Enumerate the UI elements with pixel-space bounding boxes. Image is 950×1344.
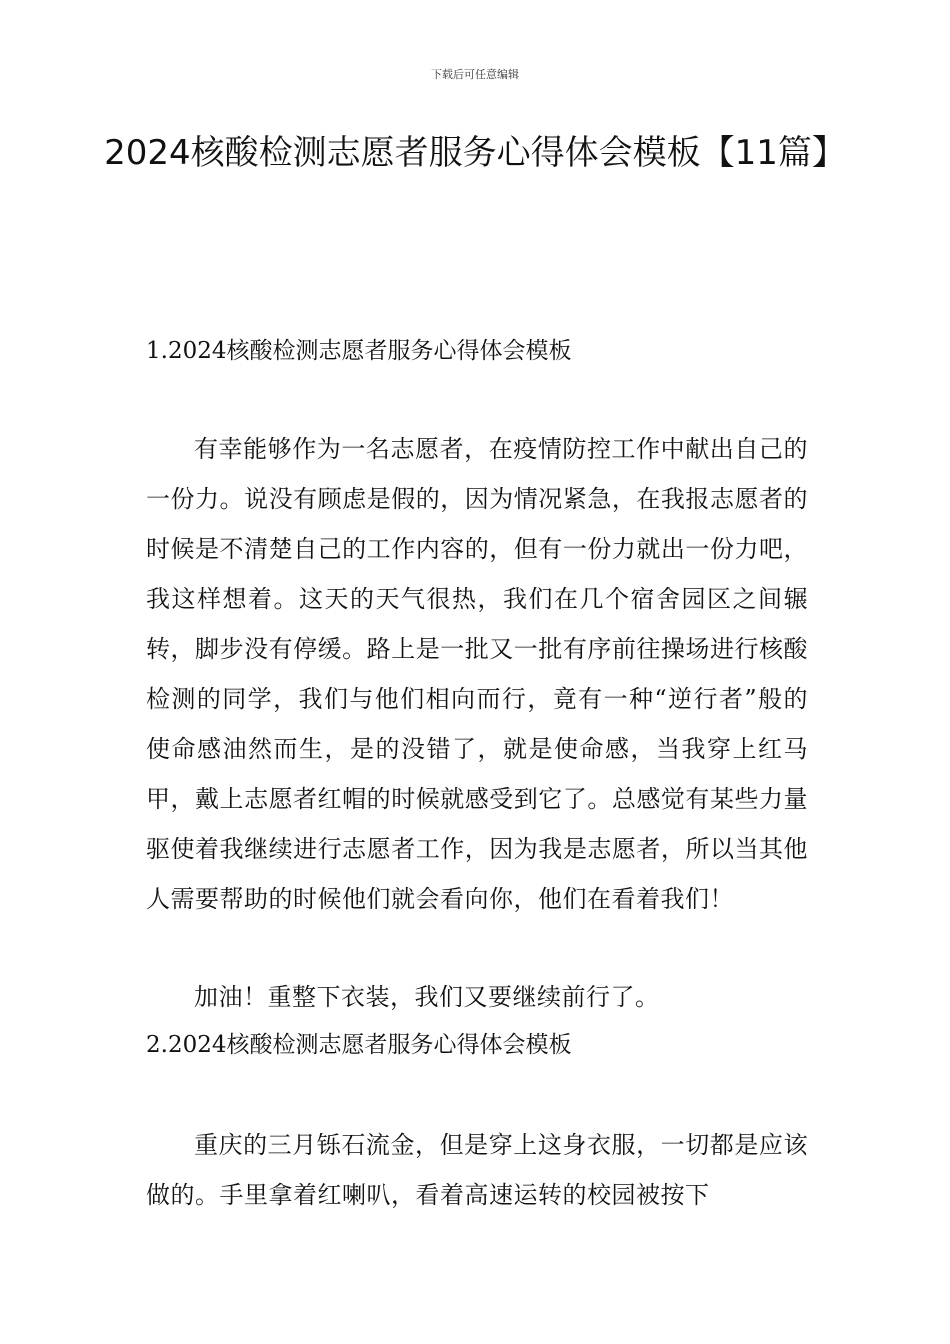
section-heading-2: 2.2024核酸检测志愿者服务心得体会模板	[146, 1032, 572, 1058]
section-1-paragraph-1: 有幸能够作为一名志愿者，在疫情防控工作中献出自己的一份力。说没有顾虑是假的，因为情况紧急，在我报志愿者的时候是不清楚自己的工作内容的，但有一份力就出一份力吧，我这样想着。这天的天气很热，我们在几个宿舍园区之间辗转，脚步没有停缓。路上是一批又一批有序前往操场进行核酸检测的同学，我们与他们相向而行，竟有一种“逆行者”般的使命感油然而生，是的没错了，就是使命感，当我穿上红马甲，戴上志愿者红帽的时候就感受到它了。总感觉有某些力量驱使着我继续进行志愿者工作，因为我是志愿者，所以当其他人需要帮助的时候他们就会看向你，他们在看着我们！	[146, 435, 808, 913]
section-heading-1: 1.2024核酸检测志愿者服务心得体会模板	[146, 338, 572, 364]
section-1-paragraph-2: 加油！重整下衣装，我们又要继续前行了。	[194, 983, 660, 1011]
page-header-note: 下载后可任意编辑	[431, 68, 519, 81]
document-title: 2024核酸检测志愿者服务心得体会模板【11篇】	[104, 133, 846, 173]
section-2-paragraph-1: 重庆的三月铄石流金，但是穿上这身衣服，一切都是应该做的。手里拿着红喇叭，看着高速运转的校园被按下	[146, 1131, 808, 1209]
